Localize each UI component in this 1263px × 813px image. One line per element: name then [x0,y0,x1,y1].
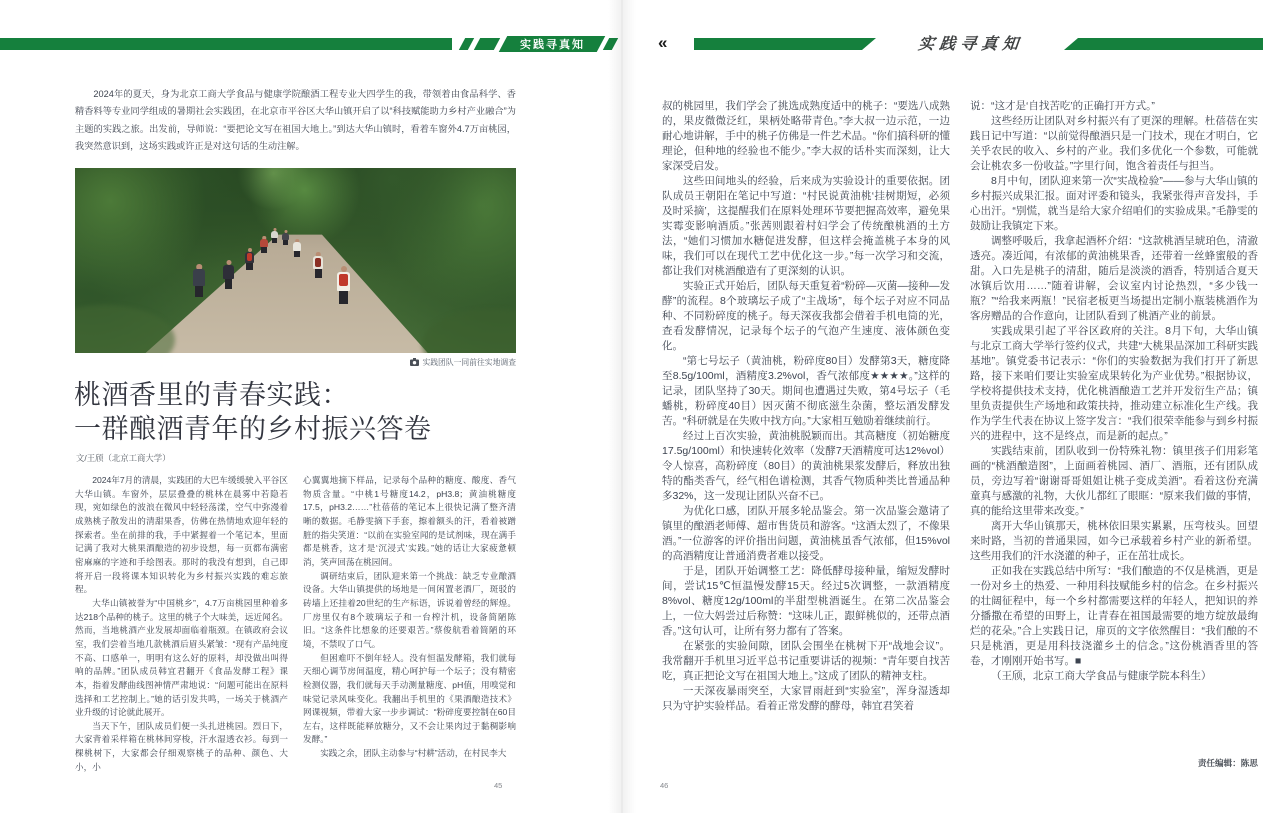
left-page-column-2 [303,474,516,792]
walking-person [282,230,289,245]
column-name-script: 实践寻真知 [917,34,1025,53]
paragraph: 叔的桃园里，我们学会了挑选成熟度适中的桃子：“要选八成熟的，果皮微微泛红，果柄处略带青色。”李大叔一边示范，一边耐心地讲解，手中的桃子仿佛是一件艺术品。“你们搞科研的懂理论，但种地的经验也不能少。”李大叔的话朴实而深刻，让大家深受启发。 [662,100,950,172]
walking-person [271,228,278,243]
column-name-badge [499,36,606,52]
paragraph: 这些田间地头的经验，后来成为实验设计的重要依据。团队成员王朝阳在笔记中写道：“村民说黄油桃‘挂树期短，必须及时采摘’，这提醒我们在原料处理环节要把握高效率，避免果实霉变影响酒质。”张茜则跟着村妇学会了传统酿桃酒的土方法，“她们习惯加水糖促进发酵，但这样会掩盖桃子本身的风味，我们可以在现代工艺中优化这一步。”每一次学习和交流，都让我们对桃酒酿造有了更深刻的认识。 [662,175,950,277]
paragraph: 2024年7月的清晨，实践团的大巴车缓缓驶入平谷区大华山镇。车窗外，层层叠叠的桃林在晨雾中若隐若现，宛如绿色的波浪在微风中轻轻荡漾，空气中弥漫着成熟桃子散发出的清甜果香，仿佛在热情地欢迎年轻的探索者。坐在前排的我，手中紧握着一个笔记本，里面记满了我对大桃果酒酿造的初步设想，每一页都布满密密麻麻的字迹和手绘图表。那时的我没有想到，自己即将开启一段将课本知识转化为乡村振兴实践的难忘旅程。 [75,475,288,595]
paragraph: 经过上百次实验，黄油桃脱颖而出。其高糖度（初始糖度17.5g/100ml）和快速转化效率（发酵7天酒精度可达12%vol）令人惊喜，高粉碎度（80目）的黄油桃果浆发酵后，释放出独特的酯类香气，经气相色谱检测，其香气物质种类比普通品种多32%，这一发现让团队兴奋不已。 [662,430,950,502]
photo-caption-text: 实践团队一同前往实地调查 [422,358,516,367]
paragraph: 调整呼吸后，我拿起酒杯介绍：“这款桃酒呈琥珀色，清澈透亮。凑近闻，有浓郁的黄油桃果香，还带着一丝蜂蜜般的香甜。入口先是桃子的清甜，随后是淡淡的酒香，特别适合夏天冰镇后饮用……”随着讲解，会议室内讨论热烈，“多少钱一瓶？”“给我来两瓶！”民宿老板更当场提出定制小瓶装桃酒作为客房赠品的合作意向，让团队看到了桃酒产业的前景。 [970,235,1258,322]
page-number-right: 46 [660,781,669,790]
paragraph: 离开大华山镇那天，桃林依旧果实累累，压弯枝头。回望来时路，当初的普通果园，如今已承载着乡村产业的新希望。这些用我们的汗水浇灌的种子，正在茁壮成长。 [970,520,1258,562]
paragraph: 实践之余，团队主动参与“村耕”活动，在村民李大 [320,748,507,759]
walking-person [260,236,268,253]
paragraph: 心翼翼地摘下样品，记录每个品种的糖度、酸度、香气物质含量。“中桃1号糖度14.2，pH3.8；黄油桃糖度17.5，pH3.2……”杜蓓蓓的笔记本上很快记满了整齐清晰的数据。毛静雯摘下手套，擦着额头的汗，看着被蹭脏的指尖笑道：“以前在实验室闻的是试剂味，现在满手都是桃香，这才是‘沉浸式’实践。”她的话让大家疲惫顿消，笑声回荡在桃园间。 [303,475,516,567]
walking-person [313,252,323,278]
walking-person [223,260,234,289]
paragraph: 但困难吓不倒年轻人。没有恒温发酵箱，我们就每天细心调节房间温度，精心呵护每一个坛子；没有精密检测仪器，我们就每天手动测量糖度、pH值，用嗅觉和味觉记录风味变化。我翻出手机里的《果酒酿造技术》网课视频，带着大家一步步调试：“粉碎度要控制在60目左右，这样既能释放糖分，又不会让果肉过于黏稠影响发酵。” [303,652,516,745]
column-name-label: 实践寻真知 [519,39,585,51]
byline: 文/王颀（北京工商大学） [76,453,171,463]
paragraph: 实践结束前，团队收到一份特殊礼物：镇里孩子们用彩笔画的“桃酒酿造图”，上面画着桃园、酒厂、酒瓶，还有团队成员，旁边写着“谢谢哥哥姐姐让桃子变成美酒”。看着这份充满童真与感激的礼物，大伙儿都红了眼眶：“原来我们做的事情，真的能给这里带来改变。” [970,445,1258,517]
right-page-column-1 [662,99,950,775]
field-photo [75,168,516,353]
paragraph: 实验正式开始后，团队每天重复着“粉碎—灭菌—接种—发酵”的流程。8个玻璃坛子成了“主战场”，每个坛子对应不同品种、不同粉碎度的桃子。每天深夜我都会借着手机电筒的光，查看发酵情况，记录每个坛子的气泡产生速度、液体颜色变化。 [662,280,950,352]
editor-credit: 责任编辑：陈思 [1197,758,1258,768]
paragraph: 大华山镇被誉为“中国桃乡”，4.7万亩桃园里种着多达218个品种的桃子。这里的桃子个大味美，远近闻名。然而，当地桃酒产业发展却面临着瓶颈。在镇政府会议室，我们尝着当地几款桃酒后眉头紧皱：“现有产品纯度不高、口感单一，明明有这么好的原料，却没做出叫得响的品牌。”团队成员韩宜君翻开《食品发酵工程》课本，指着发酵曲线图神情严肃地说：“问题可能出在原料选择和工艺控制上。”她的话引发共鸣，一场关于桃酒产业升级的讨论就此展开。 [75,597,288,718]
page-number-left: 45 [494,781,503,790]
grass-patch [422,309,516,353]
walking-person [245,248,254,270]
paragraph: 调研结束后，团队迎来第一个挑战：缺乏专业酿酒设备。大华山镇提供的场地是一间闲置老酒厂，斑驳的砖墙上还挂着20世纪的生产标语，诉说着曾经的辉煌。厂房里仅有8个玻璃坛子和一台榨汁机，设备简陋陈旧。“这条件比想象的还要艰苦。”蔡俊航看着简陋的环境，不禁叹了口气。 [303,570,516,649]
article-title-line2: 一群酿酒青年的乡村振兴答卷 [74,414,432,444]
walking-person [193,264,205,297]
paragraph: （王颀，北京工商大学食品与健康学院本科生） [991,670,1212,682]
grass-patch [75,305,175,353]
camera-icon [410,358,419,366]
header-band-right-a [694,38,876,50]
walking-person [337,266,350,304]
paragraph: 为优化口感，团队开展多轮品鉴会。第一次品鉴会邀请了镇里的酿酒老师傅、超市售货员和游客。“这酒太烈了，不像果酒。”一位游客的评价指出问题，黄油桃虽香气浓郁，但15%vol的高酒精度让普通消费者难以接受。 [662,505,950,562]
header-slash-icon [459,38,474,50]
article-title-line1: 桃酒香里的青春实践： [74,380,349,410]
header-band-left [0,38,452,50]
chevron-left-icon: « [658,33,665,52]
paragraph: 正如我在实践总结中所写：“我们酿造的不仅是桃酒，更是一份对乡土的热爱、一种用科技赋能乡村的信念。在乡村振兴的壮阔征程中，每一个乡村都需要这样的年轻人，把知识的养分播撒在希望的田野上，让青春在祖国最需要的地方绽放最绚烂的花朵。”合上实践日记，扉页的文字依然醒目：“我们酿的不只是桃酒，更是用科技浇灌乡土的信念。”这份桃酒香里的答卷，才刚刚开始书写。■ [970,565,1258,667]
paragraph: 当天下午，团队成员们便一头扎进桃园。烈日下，大家背着采样箱在桃林间穿梭，汗水湿透衣衫。每到一棵桃树下，大家都会仔细观察桃子的品种、颜色、大小，小 [75,720,288,772]
paragraph: “第七号坛子（黄油桃，粉碎度80目）发酵第3天，糖度降至8.5g/100ml，酒精度3.2%vol，香气浓郁度★★★★。”这样的记录，团队坚持了30天。期间也遭遇过失败，第4号坛子（毛蟠桃，粉碎度40目）因灭菌不彻底滋生杂菌，整坛酒发酵发苦。“科研就是在失败中找方向。”大家相互勉励着继续前行。 [662,355,950,427]
header-slash-icon [474,38,500,50]
paragraph: 实践成果引起了平谷区政府的关注。8月下旬，大华山镇与北京工商大学举行签约仪式，共建“大桃果品深加工科研实践基地”。镇党委书记表示：“你们的实验数据为我们打开了新思路，接下来咱们要让实验室成果转化为产业优势。”根据协议，学校将提供技术支持，优化桃酒酿造工艺并开发衍生产品；镇里负责提供生产场地和政策扶持，推动建立标准化生产线。我作为学生代表在协议上签字发言：“我们很荣幸能参与到乡村振兴的进程中，这不是终点，而是新的起点。” [970,325,1258,442]
paragraph: 在紧张的实验间隙，团队会围坐在桃树下开“战地会议”。我常翻开手机里习近平总书记重要讲话的视频：“青年要自找苦吃，真正把论文写在祖国大地上。”这成了团队的精神支柱。 [662,640,950,682]
paragraph: 于是，团队开始调整工艺：降低酵母接种量，缩短发酵时间，尝试15℃恒温慢发酵15天。经过5次调整，一款酒精度8%vol、糖度12g/100ml的半甜型桃酒诞生。在第二次品鉴会上，一位大妈尝过后称赞：“这味儿正，跟鲜桃似的，还带点酒香。”这句认可，让所有努力都有了答案。 [662,565,950,637]
header-band-right-b [1064,38,1263,50]
article-intro: 2024年的夏天，身为北京工商大学食品与健康学院酿酒工程专业大四学生的我，带领着由食品科学、香精香料等专业同学组成的暑期社会实践团，在北京市平谷区大华山镇开启了以“科技赋能助力乡村产业融合”为主题的实践之旅。出发前，导师说：“要把论文写在祖国大地上。”到达大华山镇时，看着车窗外4.7万亩桃园，我突然意识到，这场实践或许正是对这句话的生动注解。 [75,89,516,152]
photo-caption [75,357,516,368]
paragraph: 这些经历让团队对乡村振兴有了更深的理解。杜蓓蓓在实践日记中写道：“以前觉得酿酒只是一门技术，现在才明白，它关乎农民的收入、乡村的产业。我们多优化一个参数，可能就会让桃农多一份收益。”字里行间，饱含着责任与担当。 [970,115,1258,172]
paragraph: 8月中旬，团队迎来第一次“实战检验”——参与大华山镇的乡村振兴成果汇报。面对评委和镜头，我紧张得声音发抖，手心出汗。“别慌，就当是给大家介绍咱们的实验成果。”毛静雯的鼓励让我镇定下来。 [970,175,1258,232]
page-gutter [608,0,636,813]
right-page-column-2 [970,99,1258,775]
paragraph: 说：“这才是‘自找苦吃’的正确打开方式。” [970,100,1155,112]
left-page-column-1 [75,474,288,792]
walking-person [293,239,301,257]
paragraph: 一天深夜暴雨突至，大家冒雨赶到“实验室”，浑身湿透却只为守护实验样品。看着正常发酵的酵母，韩宜君笑着 [662,685,950,712]
article-title [74,378,534,446]
